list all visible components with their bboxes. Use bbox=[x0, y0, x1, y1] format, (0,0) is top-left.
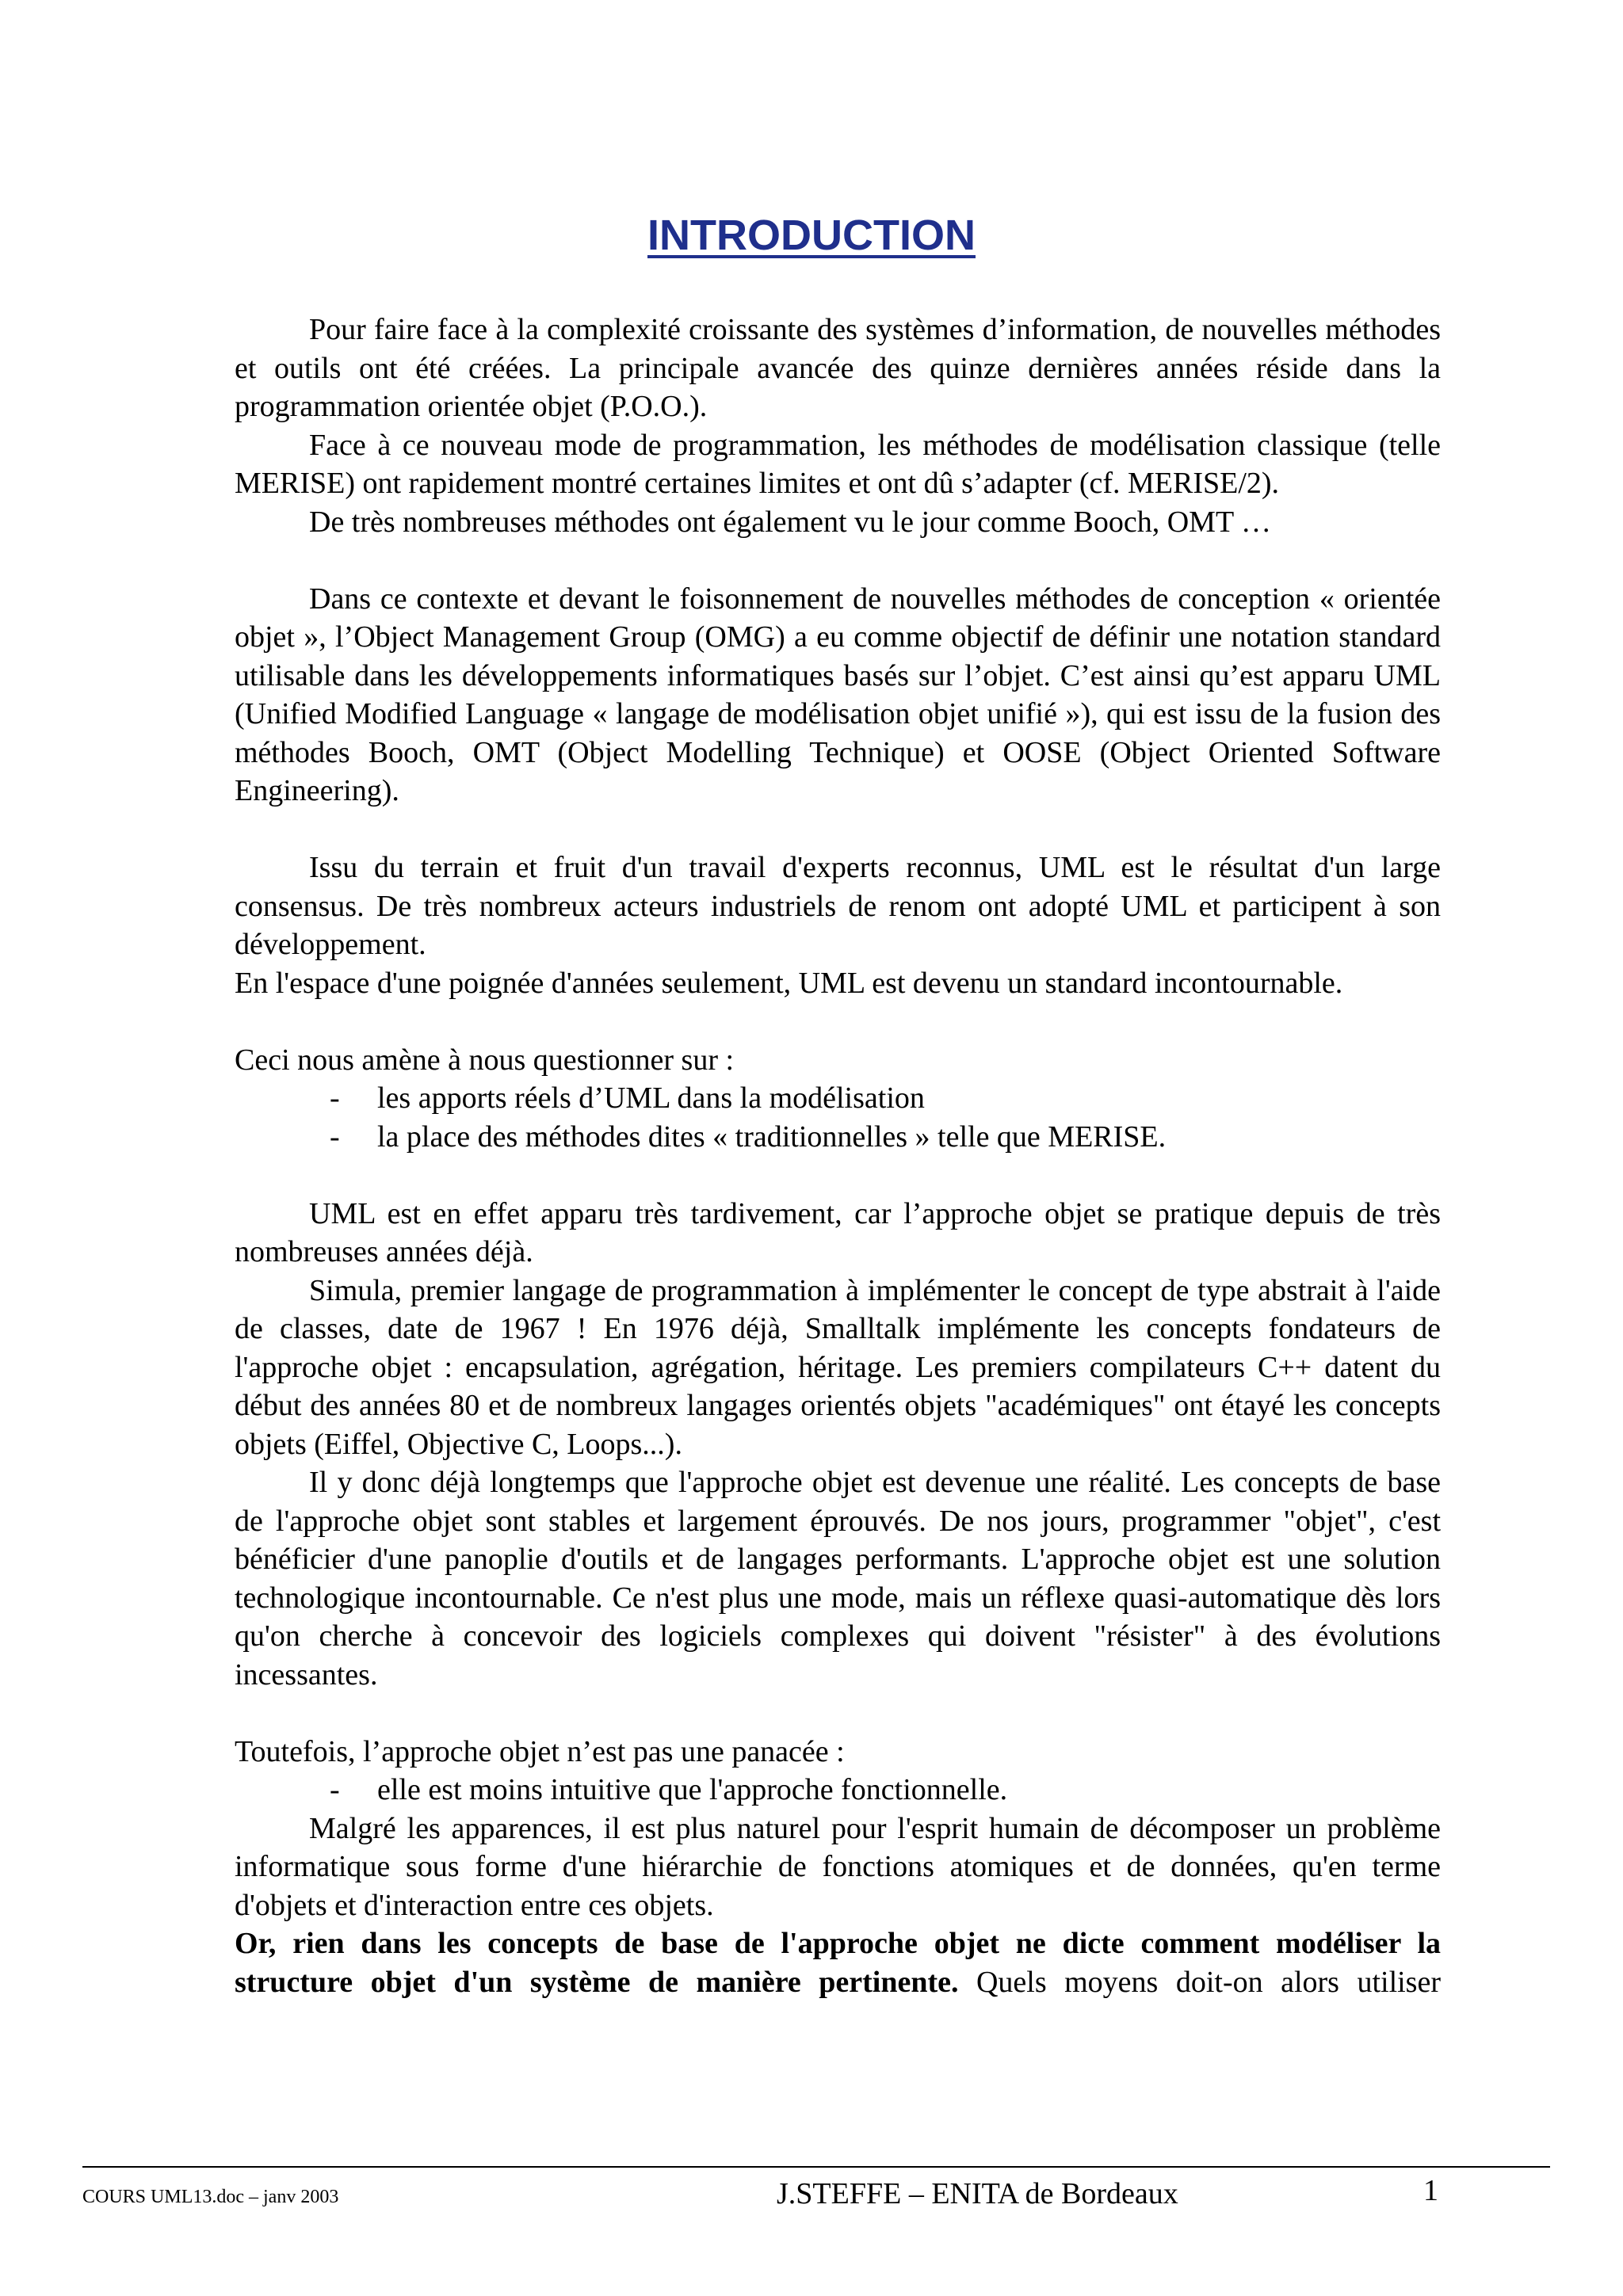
list-item bbox=[235, 1118, 1441, 1157]
paragraph: Dans ce contexte et devant le foisonnement de nouvelles méthodes de conception « orientée objet », l’Object Management Group (OMG) a eu comme objectif de définir une notation standard utilisable dans les développements informatiques basés sur l’objet. C’est ainsi qu’est apparu UML (Unified Modified Language « langage de modélisation objet unifié »), qui est issu de la fusion des méthodes Booch, OMT (Object Modelling Technique) et OOSE (Object Oriented Software Engineering). bbox=[235, 582, 1441, 807]
document-body bbox=[235, 311, 1441, 2001]
paragraph: Simula, premier langage de programmation à implémenter le concept de type abstrait à l'aide de classes, date de 1967 ! En 1976 déjà, Smalltalk implémente les concepts fondateurs de l'approche objet : encapsulation, agrégation, héritage. Les premiers compilateurs C++ datent du début des années 80 et de nombreux langages orientés objets "académiques" ont étayé les concepts objets (Eiffel, Objective C, Loops...). bbox=[235, 1273, 1441, 1461]
paragraph: Ceci nous amène à nous questionner sur : bbox=[235, 1043, 735, 1077]
paragraph: De très nombreuses méthodes ont également vu le jour comme Booch, OMT … bbox=[309, 505, 1271, 539]
paragraph: UML est en effet apparu très tardivement, car l’approche objet se pratique depuis de très nombreuses années déjà. bbox=[235, 1196, 1441, 1268]
paragraph: Pour faire face à la complexité croissante des systèmes d’information, de nouvelles méthodes et outils ont été créées. La principale avancée des quinze dernières années réside dans la programmation orientée objet (P.O.O.). bbox=[235, 313, 1441, 423]
paragraph: Toutefois, l’approche objet n’est pas une panacée : bbox=[235, 1734, 845, 1768]
list-item-text: elle est moins intuitive que l'approche fonctionnelle. bbox=[377, 1773, 1008, 1806]
list-item-text: la place des méthodes dites « traditionnelles » telle que MERISE. bbox=[377, 1119, 1167, 1154]
bullet-dash: - bbox=[330, 1773, 340, 1806]
page-number: 1 bbox=[1423, 2174, 1438, 2207]
bold-statement: Or, rien dans les concepts de base de l'approche objet ne dicte comment modéliser la structure objet d'un système de manière pertinente. bbox=[235, 1927, 1441, 1999]
list-item-text: les apports réels d’UML dans la modélisation bbox=[377, 1081, 925, 1115]
paragraph: En l'espace d'une poignée d'années seulement, UML est devenu un standard incontournable. bbox=[235, 966, 1343, 1000]
paragraph: Malgré les apparences, il est plus naturel pour l'esprit humain de décomposer un problème informatique sous forme d'une hiérarchie de fonctions atomiques et de données, qu'en terme d'objets et d'interaction entre ces objets. bbox=[235, 1811, 1441, 1922]
list-item bbox=[235, 1079, 1441, 1118]
list-item bbox=[235, 1771, 1441, 1810]
bullet-dash: - bbox=[330, 1119, 340, 1154]
page-title: INTRODUCTION bbox=[647, 212, 976, 259]
paragraph: Il y donc déjà longtemps que l'approche objet est devenue une réalité. Les concepts de base de l'approche objet sont stables et largement éprouvés. De nos jours, programmer "objet", c'est bénéficier d'une panoplie d'outils et de langages performants. L'approche objet est une solution technologique incontournable. Ce n'est plus une mode, mais un réflexe quasi-automatique dès lors qu'on cherche à concevoir des logiciels complexes qui doivent "résister" à des évolutions incessantes. bbox=[235, 1466, 1441, 1691]
bullet-dash: - bbox=[330, 1081, 340, 1115]
paragraph: Issu du terrain et fruit d'un travail d'experts reconnus, UML est le résultat d'un large consensus. De très nombreux acteurs industriels de renom ont adopté UML et participent à son développement. bbox=[235, 851, 1441, 961]
footer-divider bbox=[82, 2166, 1550, 2168]
footer-file-info: COURS UML13.doc – janv 2003 bbox=[82, 2187, 339, 2207]
footer-author: J.STEFFE – ENITA de Bordeaux bbox=[777, 2177, 1178, 2210]
paragraph bbox=[235, 1924, 1441, 2001]
paragraph-continuation: Quels moyens doit-on alors utiliser bbox=[958, 1965, 1441, 1999]
paragraph: Face à ce nouveau mode de programmation, les méthodes de modélisation classique (telle MERISE) ont rapidement montré certaines limites et ont dû s’adapter (cf. MERISE/2). bbox=[235, 428, 1441, 500]
